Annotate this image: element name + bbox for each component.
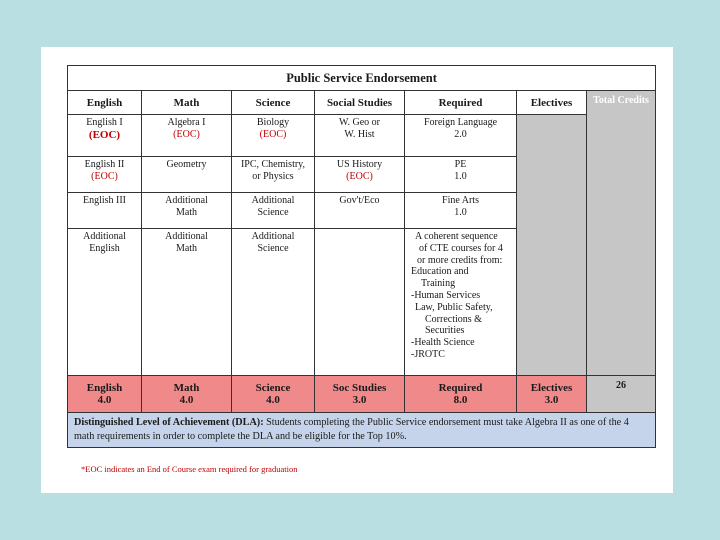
header-math: Math bbox=[142, 91, 232, 115]
cell-social-4 bbox=[315, 229, 405, 376]
eoc-badge: (EOC) bbox=[346, 171, 373, 182]
cell-social-2: US History (EOC) bbox=[315, 157, 405, 193]
cell-english-1: English I (EOC) bbox=[68, 115, 142, 157]
header-science: Science bbox=[232, 91, 315, 115]
total-social: Soc Studies 3.0 bbox=[315, 376, 405, 413]
total-required: Required 8.0 bbox=[405, 376, 517, 413]
cell-english-4: Additional English bbox=[68, 229, 142, 376]
dla-text: Students completing the Public Service endorsement must take Algebra II as one of the 4 math requirements in order to complete the DLA and be eligible for the Top 10%. bbox=[74, 417, 629, 442]
cell-social-1: W. Geo or W. Hist bbox=[315, 115, 405, 157]
header-electives: Electives bbox=[517, 91, 587, 115]
header-english: English bbox=[68, 91, 142, 115]
cell-math-4: Additional Math bbox=[142, 229, 232, 376]
cell-science-1: Biology (EOC) bbox=[232, 115, 315, 157]
total-math: Math 4.0 bbox=[142, 376, 232, 413]
total-english: English 4.0 bbox=[68, 376, 142, 413]
cell-science-2: IPC, Chemistry, or Physics bbox=[232, 157, 315, 193]
eoc-badge: (EOC) bbox=[88, 129, 121, 141]
cell-social-3: Gov't/Eco bbox=[315, 193, 405, 229]
cell-cte-sequence: A coherent sequence of CTE courses for 4 or more credits from: Education and Training -Human Services Law, Public Safety, Corrections & Securities -Health Science -JROTC bbox=[405, 229, 517, 376]
cell-math-1: Algebra I (EOC) bbox=[142, 115, 232, 157]
cell-electives-empty bbox=[517, 115, 587, 376]
cell-science-4: Additional Science bbox=[232, 229, 315, 376]
eoc-badge: (EOC) bbox=[259, 129, 287, 140]
cell-english-3: English III bbox=[68, 193, 142, 229]
cell-required-1: Foreign Language 2.0 bbox=[405, 115, 517, 157]
cell-english-2: English II (EOC) bbox=[68, 157, 142, 193]
eoc-badge: (EOC) bbox=[173, 129, 200, 140]
cell-math-3: Additional Math bbox=[142, 193, 232, 229]
eoc-footnote: *EOC indicates an End of Course exam required for graduation bbox=[81, 464, 298, 474]
header-required: Required bbox=[405, 91, 517, 115]
total-science: Science 4.0 bbox=[232, 376, 315, 413]
total-credits-value: 26 bbox=[587, 376, 656, 413]
header-social-studies: Social Studies bbox=[315, 91, 405, 115]
slide bbox=[41, 47, 673, 493]
cell-math-2: Geometry bbox=[142, 157, 232, 193]
dla-label: Distinguished Level of Achievement (DLA): bbox=[74, 417, 264, 428]
endorsement-table bbox=[67, 65, 656, 448]
cell-science-3: Additional Science bbox=[232, 193, 315, 229]
table-title: Public Service Endorsement bbox=[68, 66, 656, 91]
total-electives: Electives 3.0 bbox=[517, 376, 587, 413]
cell-required-3: Fine Arts 1.0 bbox=[405, 193, 517, 229]
cell-required-2: PE 1.0 bbox=[405, 157, 517, 193]
dla-note bbox=[68, 413, 656, 448]
header-total-credits: Total Credits bbox=[587, 91, 656, 376]
eoc-badge: (EOC) bbox=[91, 171, 118, 182]
